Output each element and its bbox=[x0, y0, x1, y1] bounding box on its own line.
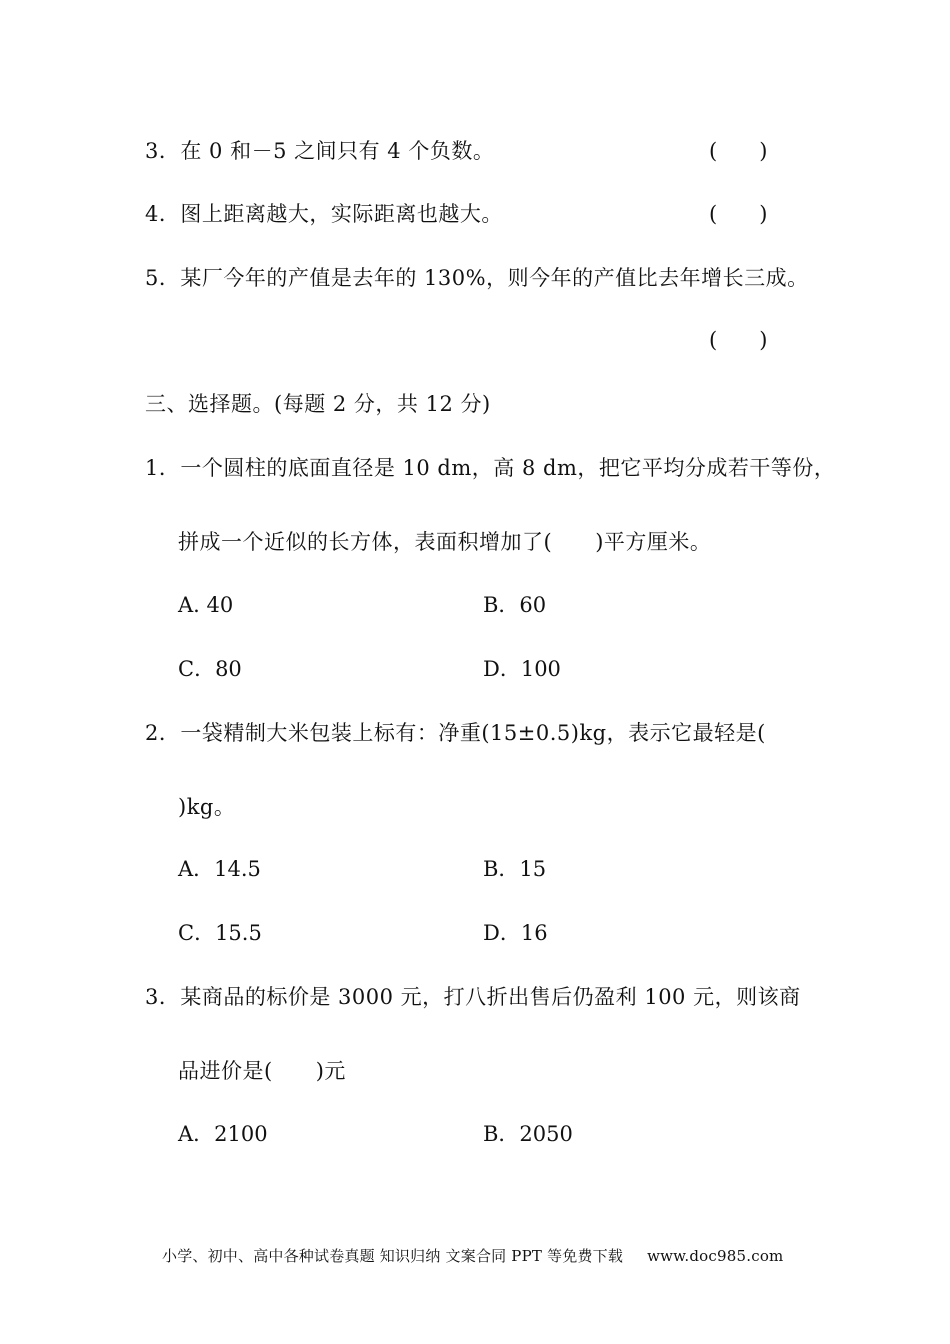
judgement-question-5: 5．某厂今年的产值是去年的 130%，则今年的产值比去年增长三成。 bbox=[145, 266, 809, 290]
q1-option-b: B．60 bbox=[483, 593, 547, 617]
q3-option-a: A．2100 bbox=[178, 1122, 268, 1146]
q1-option-d: D．100 bbox=[483, 657, 561, 681]
judgement-question-3: 3．在 0 和－5 之间只有 4 个负数。 bbox=[145, 139, 495, 163]
answer-blank-q3: ( ) bbox=[709, 139, 768, 163]
choice-question-1-line1: 1．一个圆柱的底面直径是 10 dm，高 8 dm，把它平均分成若干等份， bbox=[145, 456, 836, 480]
choice-question-2-line1: 2．一袋精制大米包装上标有：净重(15±0.5)kg，表示它最轻是( bbox=[145, 721, 766, 745]
answer-blank-q4: ( ) bbox=[709, 202, 768, 226]
q1-option-a: A. 40 bbox=[178, 593, 234, 617]
section-heading: 三、选择题。(每题 2 分，共 12 分) bbox=[145, 392, 491, 416]
page-footer bbox=[162, 1246, 783, 1266]
footer-url[interactable]: www.doc985.com bbox=[647, 1247, 784, 1265]
choice-question-3-line1: 3．某商品的标价是 3000 元，打八折出售后仍盈利 100 元，则该商 bbox=[145, 985, 801, 1009]
choice-question-3-line2: 品进价是( )元 bbox=[178, 1059, 346, 1083]
judgement-question-4: 4．图上距离越大，实际距离也越大。 bbox=[145, 202, 503, 226]
q1-option-c: C．80 bbox=[178, 657, 242, 681]
q2-option-c: C．15.5 bbox=[178, 921, 262, 945]
q2-option-a: A．14.5 bbox=[178, 857, 261, 881]
choice-question-2-line2: )kg。 bbox=[178, 795, 236, 819]
answer-blank-q5: ( ) bbox=[709, 328, 768, 352]
q2-option-d: D．16 bbox=[483, 921, 548, 945]
q3-option-b: B．2050 bbox=[483, 1122, 573, 1146]
footer-text: 小学、初中、高中各种试卷真题 知识归纳 文案合同 PPT 等免费下载 bbox=[162, 1247, 624, 1265]
q2-option-b: B．15 bbox=[483, 857, 547, 881]
choice-question-1-line2: 拼成一个近似的长方体，表面积增加了( )平方厘米。 bbox=[178, 530, 712, 554]
